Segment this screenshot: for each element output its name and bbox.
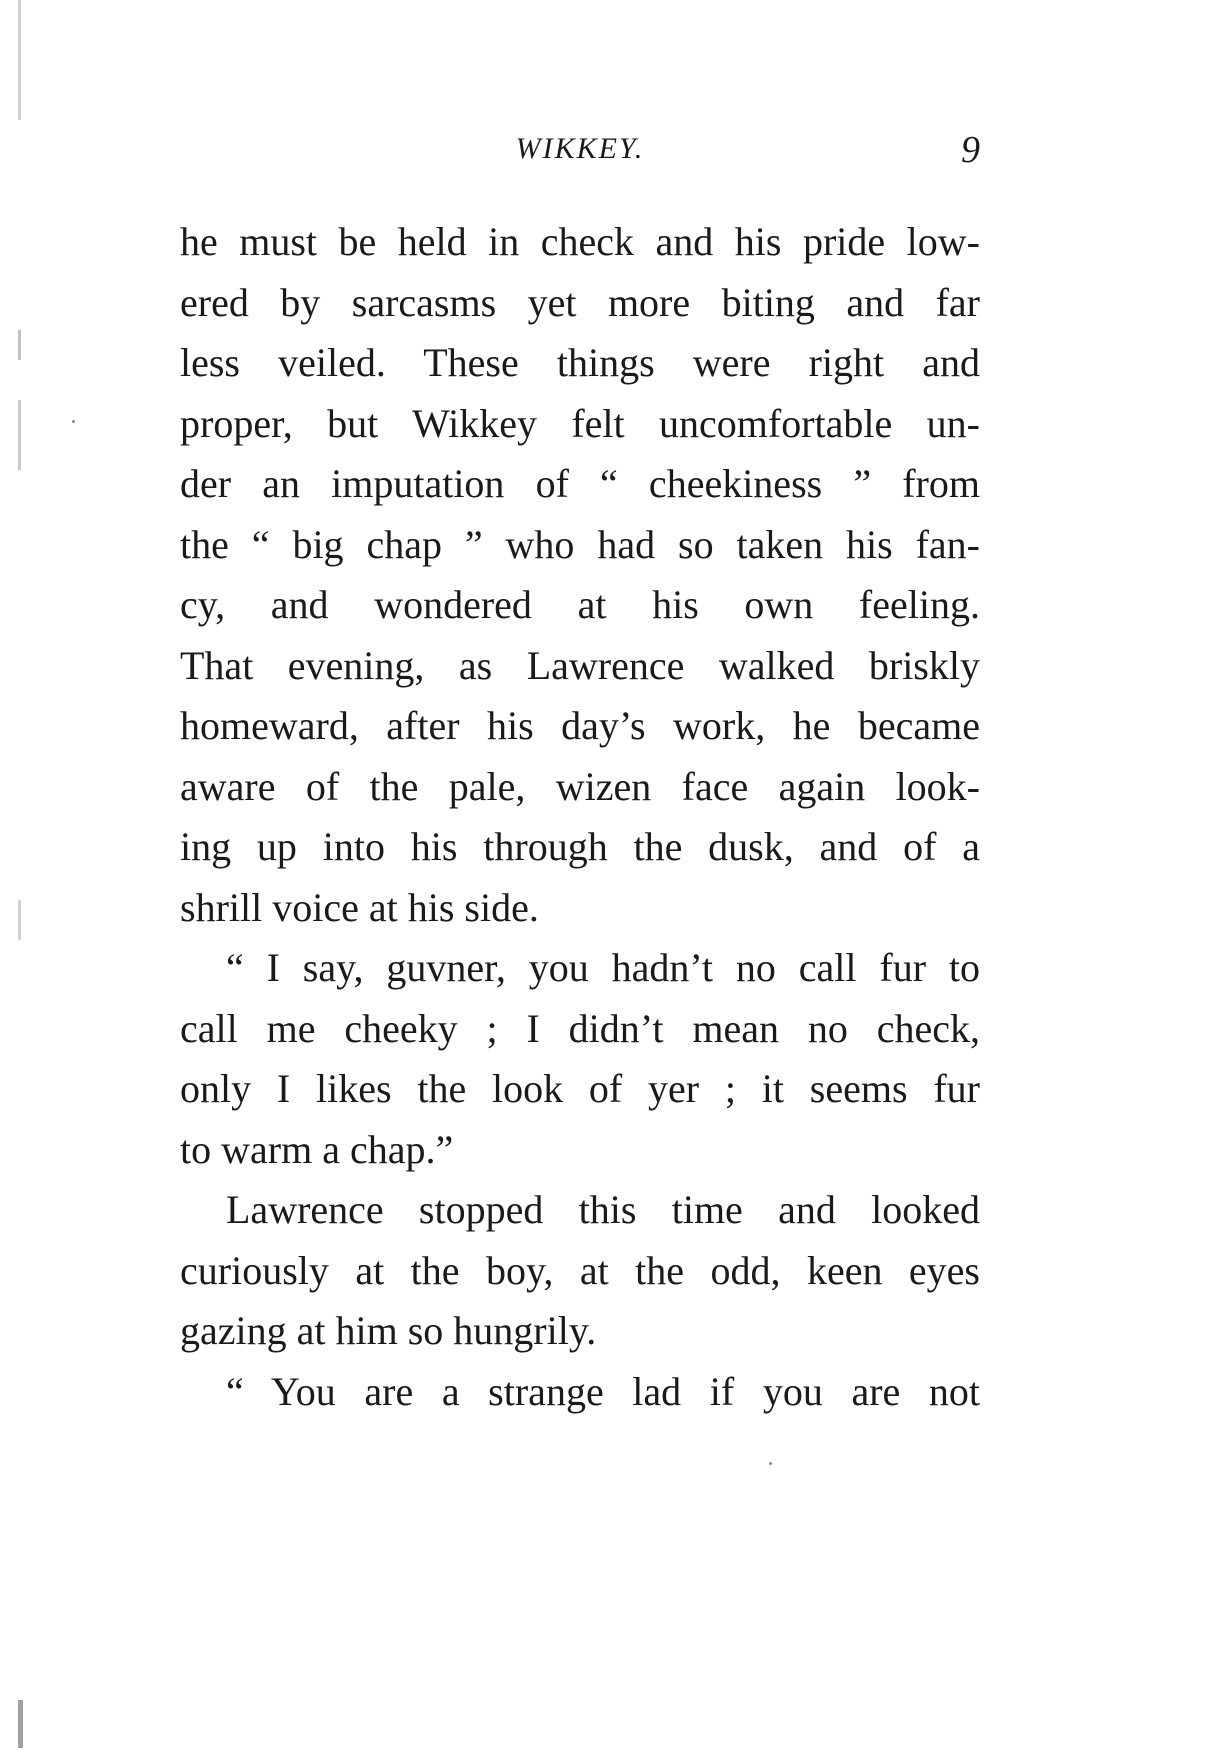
scan-edge-mark bbox=[18, 400, 21, 470]
text-line: he must be held in check and his pride low- bbox=[180, 219, 980, 264]
paragraph bbox=[180, 212, 980, 938]
running-title: WIKKEY. bbox=[515, 132, 645, 165]
paragraph bbox=[180, 938, 980, 1180]
scan-edge-mark bbox=[18, 1700, 23, 1748]
scan-edge-mark bbox=[18, 900, 21, 940]
text-line: curiously at the boy, at the odd, keen eyes bbox=[180, 1247, 980, 1293]
text-line: proper, but Wikkey felt uncomfortable un- bbox=[180, 400, 980, 446]
scan-speck bbox=[72, 420, 75, 423]
text-line: aware of the pale, wizen face again look- bbox=[180, 763, 980, 809]
text-line: Lawrence stopped this time and looked bbox=[226, 1187, 980, 1232]
scan-edge-mark bbox=[18, 330, 21, 360]
text-line: less veiled. These things were right and bbox=[180, 340, 980, 385]
text-line: ing up into his through the dusk, and of a bbox=[180, 824, 980, 869]
text-line: gazing at him so hungrily. bbox=[180, 1308, 597, 1353]
text-line: shrill voice at his side. bbox=[180, 884, 539, 930]
page-number: 9 bbox=[961, 129, 980, 171]
text-line: “ You are a strange lad if you are not bbox=[226, 1368, 980, 1414]
text-line: cy, and wondered at his own feeling. bbox=[180, 582, 980, 627]
text-line: That evening, as Lawrence walked briskly bbox=[180, 642, 980, 688]
text-line: the “ big chap ” who had so taken his fan- bbox=[180, 521, 980, 567]
paragraph bbox=[180, 1362, 980, 1423]
text-line: call me cheeky ; I didn’t mean no check, bbox=[180, 1005, 980, 1051]
text-line: der an imputation of “ cheekiness ” from bbox=[180, 461, 980, 506]
paragraph bbox=[180, 1180, 980, 1362]
text-line: “ I say, guvner, you hadn’t no call fur to bbox=[226, 945, 980, 990]
scan-edge-mark bbox=[18, 0, 21, 120]
scan-speck bbox=[769, 1462, 772, 1465]
text-line: ered by sarcasms yet more biting and far bbox=[180, 279, 980, 325]
body-text bbox=[180, 212, 980, 1422]
text-line: to warm a chap.” bbox=[180, 1126, 454, 1172]
text-line: homeward, after his day’s work, he became bbox=[180, 703, 980, 748]
page-header bbox=[180, 128, 980, 178]
text-line: only I likes the look of yer ; it seems fur bbox=[180, 1066, 980, 1111]
